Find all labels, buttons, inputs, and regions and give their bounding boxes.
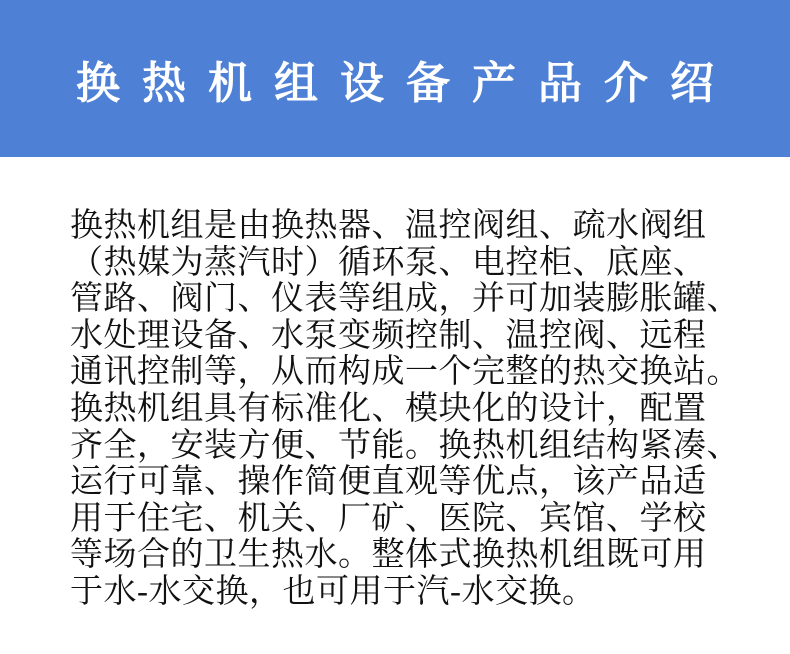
paragraph-line: 换热机组是由换热器、温控阀组、疏水阀组: [70, 208, 707, 244]
paragraph-line: 管路、阀门、仪表等组成，并可加装膨胀罐、: [70, 281, 740, 318]
description-paragraph: [0, 157, 790, 611]
paragraph-line: 等场合的卫生热水。整体式换热机组既可用: [70, 537, 707, 574]
paragraph-line: 齐全，安装方便、节能。换热机组结构紧凑、: [70, 427, 740, 464]
header-banner: [0, 0, 790, 157]
paragraph-line: 通讯控制等，从而构成一个完整的热交换站。: [70, 354, 740, 391]
paragraph-line: 于水-水交换，也可用于汽-水交换。: [70, 573, 596, 610]
paragraph-line: 水处理设备、水泵变频控制、温控阀、远程: [70, 317, 707, 354]
paragraph-line: 运行可靠、操作简便直观等优点，该产品适: [70, 464, 707, 501]
page-title: 换热机组设备产品介绍: [76, 58, 736, 108]
paragraph-line: （热媒为蒸汽时）循环泵、电控柜、底座、: [70, 244, 707, 281]
paragraph-line: 换热机组具有标准化、模块化的设计，配置: [70, 390, 707, 427]
paragraph-line: 用于住宅、机关、厂矿、医院、宾馆、学校: [70, 500, 707, 537]
